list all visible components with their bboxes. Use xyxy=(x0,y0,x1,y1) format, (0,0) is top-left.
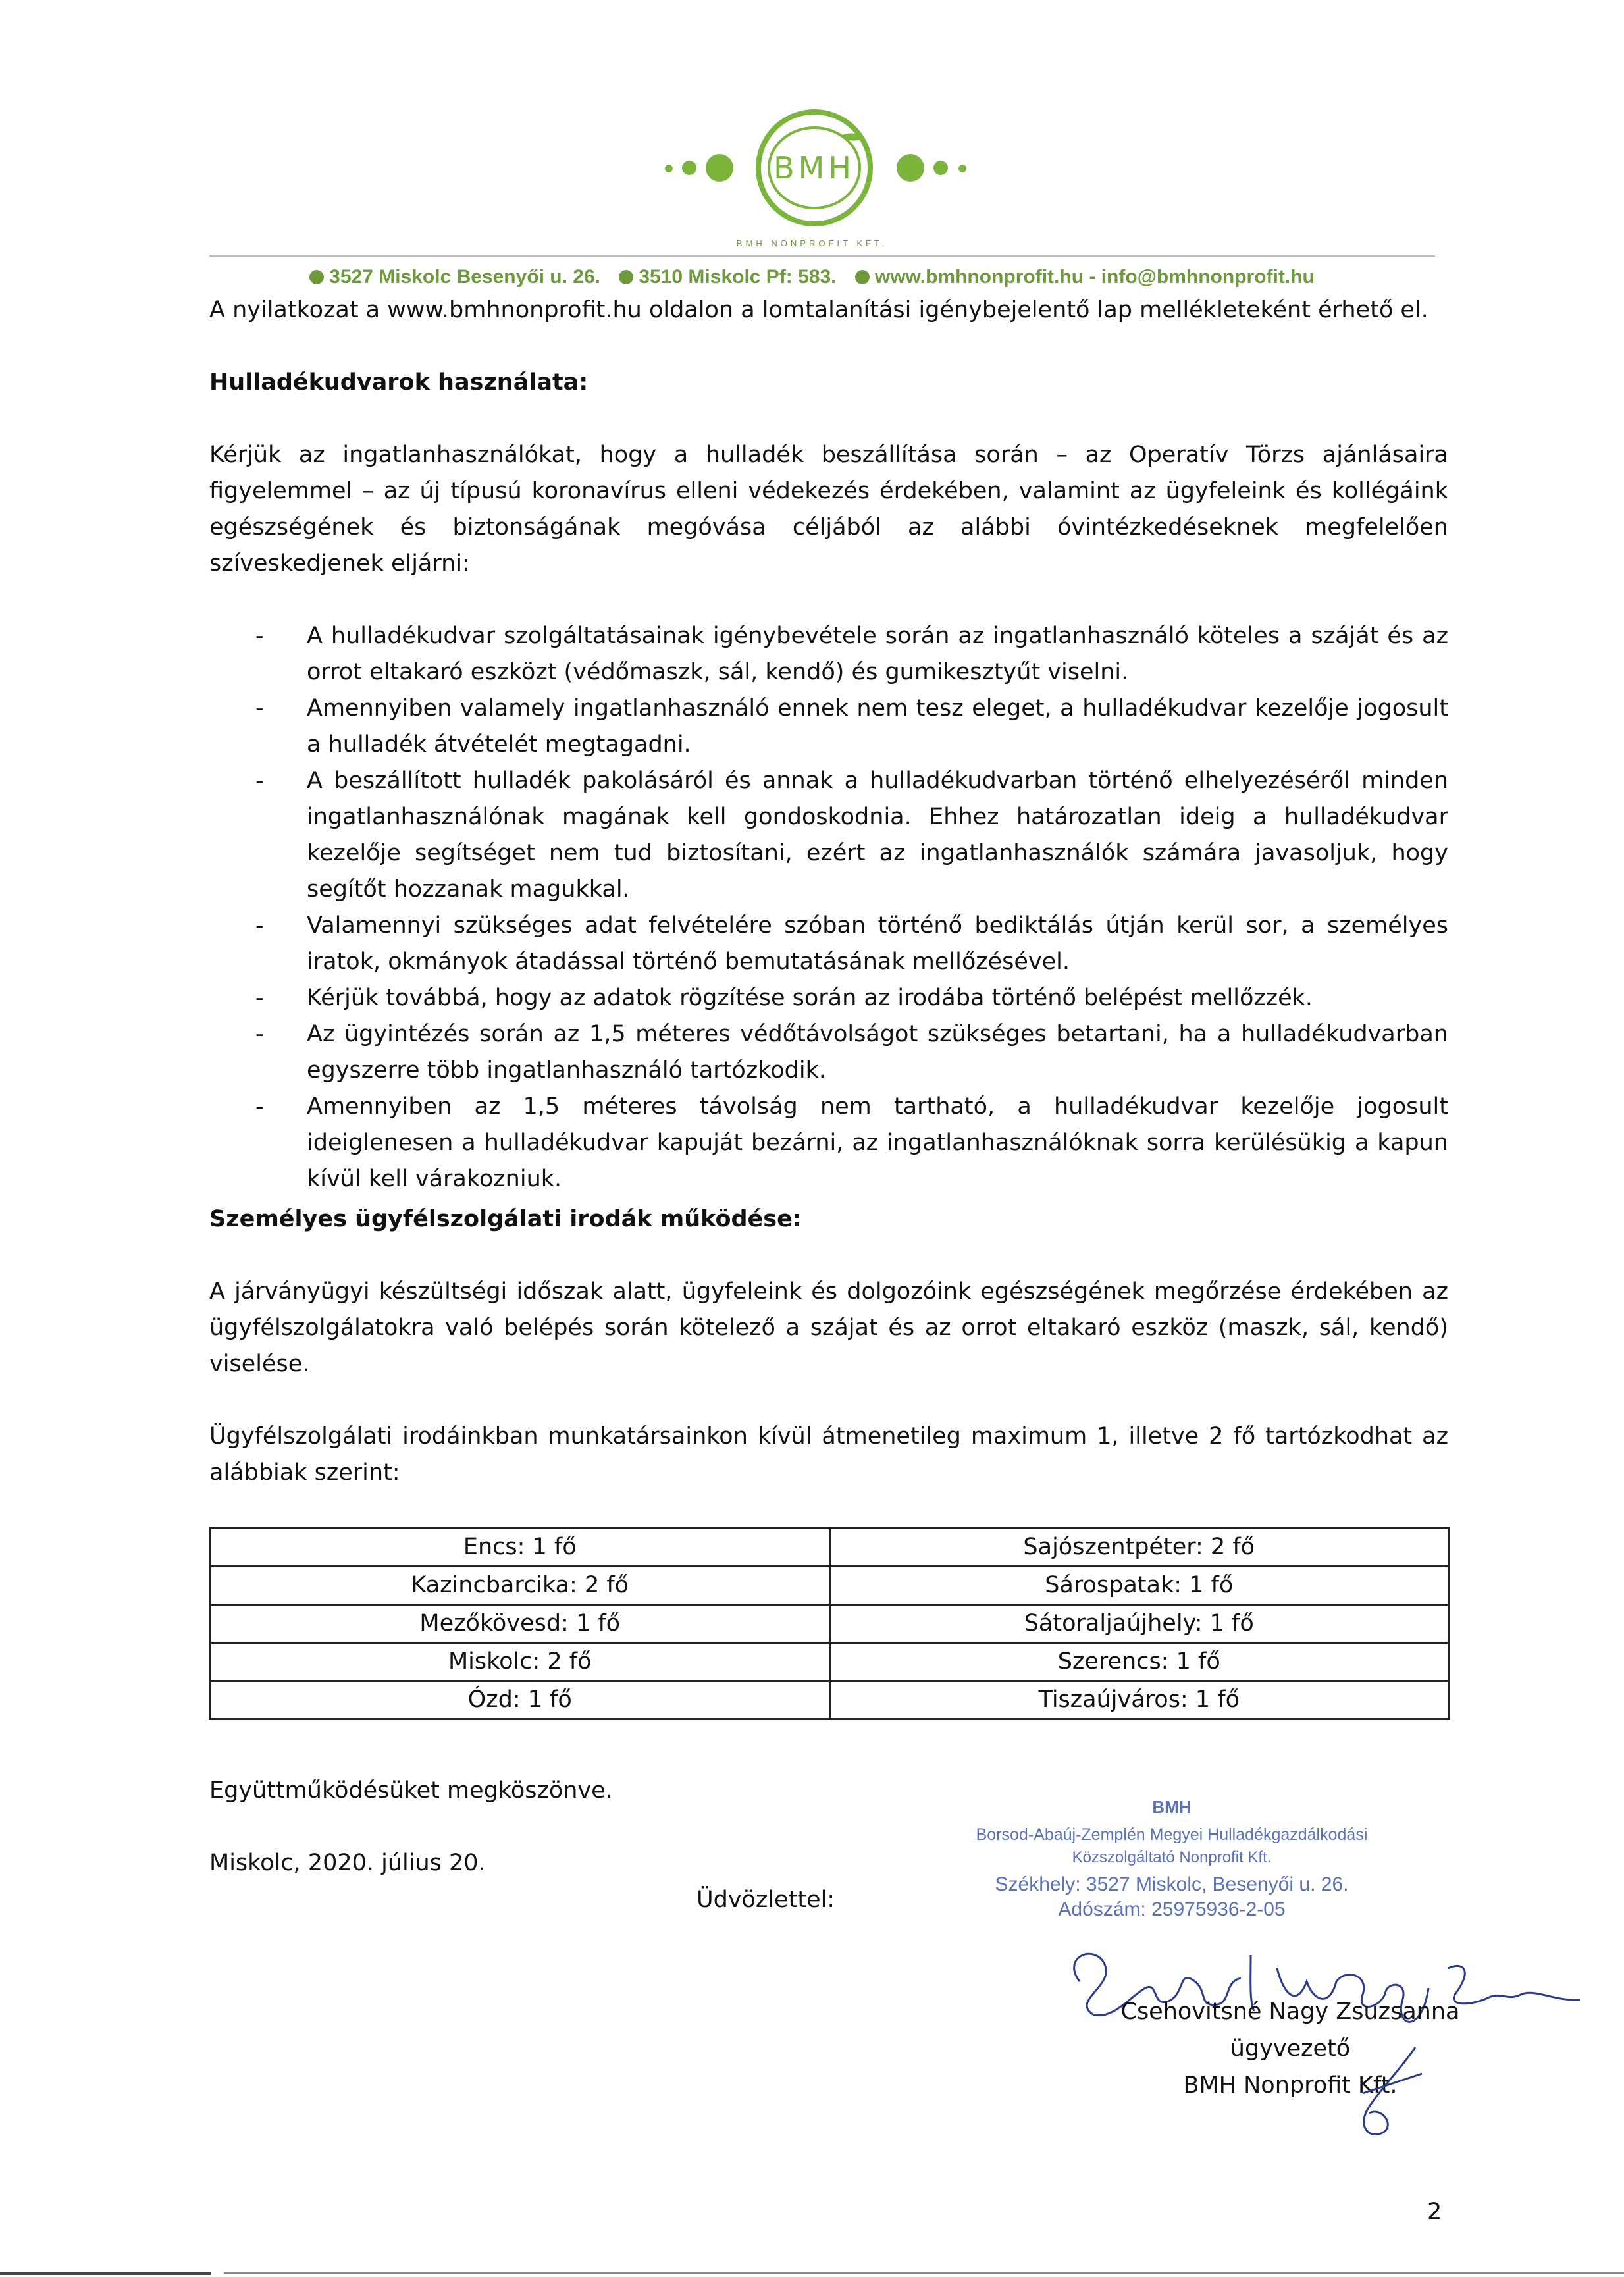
logo-subtitle: BMH NONPROFIT KFT. xyxy=(736,238,888,248)
capacity-paragraph: Ügyfélszolgálati irodáinkban munkatársainkon kívül átmenetileg maximum 1, illetve 2 fő tartózkodhat az alábbiak szerint: xyxy=(209,1423,1448,1486)
table-cell: Sátoraljaújhely: 1 fő xyxy=(829,1605,1449,1643)
globe-icon xyxy=(855,270,870,284)
header-divider xyxy=(209,255,1435,257)
intro-paragraph: A nyilatkozat a www.bmhnonprofit.hu oldalon a lomtalanítási igénybejelentő lap mellékleteként érhető el. xyxy=(209,297,1428,323)
offices-paragraph: A járványügyi készültségi időszak alatt, ügyfeleink és dolgozóink egészségének megőrzése érdekében az ügyfélszolgálatokra való belépés során kötelező a szájat és az orrot eltakaró eszköz (maszk, sál, kendő) viselése. xyxy=(209,1278,1448,1377)
heading-waste-yards: Hulladékudvarok használata: xyxy=(209,369,589,396)
precaution-list xyxy=(209,618,1448,1197)
company-logo xyxy=(0,92,1624,263)
stamp-line: Közszolgáltató Nonprofit Kft. xyxy=(1072,1848,1272,1866)
stamp-line: Székhely: 3527 Miskolc, Besenyői u. 26. xyxy=(995,1873,1349,1895)
heading-customer-offices: Személyes ügyfélszolgálati irodák működése: xyxy=(209,1206,802,1232)
contact-line xyxy=(0,266,1624,288)
logo-dot xyxy=(897,154,924,182)
stamp-line: Borsod-Abaúj-Zemplén Megyei Hulladékgazdálkodási xyxy=(976,1825,1368,1844)
closing-line: Együttműködésüket megköszönve. xyxy=(209,1777,613,1804)
signer-role: ügyvezető xyxy=(1230,2035,1351,2062)
stamp-line: Adószám: 25975936-2-05 xyxy=(1058,1898,1286,1920)
list-item: - A hulladékudvar szolgáltatásainak igénybevétele során az ingatlanhasználó köteles a száját és az orrot eltakaró eszközt (védőmaszk, sál, kendő) és gumikesztyűt viselni. xyxy=(209,618,1448,691)
list-item: - Valamennyi szükséges adat felvételére szóban történő bediktálás útján kerül sor, a személyes iratok, okmányok átadással történő bemutatásának mellőzésével. xyxy=(209,908,1448,980)
table-cell: Kazincbarcika: 2 fő xyxy=(211,1567,830,1605)
table-row xyxy=(211,1643,1449,1681)
logo-dot xyxy=(682,161,696,175)
table-cell: Sajószentpéter: 2 fő xyxy=(829,1529,1449,1567)
table-row xyxy=(211,1681,1449,1719)
contact-web-email[interactable]: www.bmhnonprofit.hu - info@bmhnonprofit.hu xyxy=(874,266,1315,288)
scan-edge xyxy=(0,2272,211,2275)
list-item: - Amennyiben az 1,5 méteres távolság nem tartható, a hulladékudvar kezelője jogosult ideiglenesen a hulladékudvar kapuját bezárni, az ingatlanhasználóknak sorra kerülésükig a kapun kívül kell várakozniuk. xyxy=(209,1089,1448,1197)
logo-dot xyxy=(665,165,673,172)
location-icon xyxy=(309,270,324,284)
signer-company: BMH Nonprofit Kft. xyxy=(1183,2072,1398,2099)
contact-pobox: 3510 Miskolc Pf: 583. xyxy=(639,266,837,288)
table-cell: Ózd: 1 fő xyxy=(211,1681,830,1719)
stamp-line: BMH xyxy=(1152,1797,1192,1817)
table-cell: Sárospatak: 1 fő xyxy=(829,1567,1449,1605)
list-item: - A beszállított hulladék pakolásáról és annak a hulladékudvarban történő elhelyezéséről minden ingatlanhasználónak magának kell gondoskodnia. Ehhez határozatlan ideig a hulladékudvar kezelője segítséget nem tud biztosítani, ezért az ingatlanhasználók számára javasoljuk, hogy segítőt hozzanak magukkal. xyxy=(209,763,1448,908)
logo-dot xyxy=(933,161,948,175)
letter-date: Miskolc, 2020. július 20. xyxy=(209,1850,486,1876)
table-cell: Szerencs: 1 fő xyxy=(829,1643,1449,1681)
table-row xyxy=(211,1529,1449,1567)
table-cell: Tiszaújváros: 1 fő xyxy=(829,1681,1449,1719)
list-item: - Amennyiben valamely ingatlanhasználó ennek nem tesz eleget, a hulladékudvar kezelője jogosult a hulladék átvételét megtagadni. xyxy=(209,691,1448,763)
page-number: 2 xyxy=(1427,2199,1442,2225)
greeting: Üdvözlettel: xyxy=(696,1887,835,1913)
list-item: - Kérjük továbbá, hogy az adatok rögzítése során az irodába történő belépést mellőzzék. xyxy=(209,980,1448,1016)
waste-yards-paragraph: Kérjük az ingatlanhasználókat, hogy a hulladék beszállítása során – az Operatív Törzs ajánlásaira figyelemmel – az új típusú koronavírus elleni védekezés érdekében, valamint az ügyfeleink és kollégáink egészségének és biztonságának megóvása céljából az alábbi óvintézkedéseknek megfelelően szíveskedjenek eljárni: xyxy=(209,442,1448,577)
list-item: - Az ügyintézés során az 1,5 méteres védőtávolságot szükséges betartani, ha a hulladékudvarban egyszerre több ingatlanhasználó tartózkodik. xyxy=(209,1016,1448,1089)
scan-edge xyxy=(224,2272,1624,2274)
mailbox-icon xyxy=(619,270,633,284)
table-cell: Encs: 1 fő xyxy=(211,1529,830,1567)
logo-dot xyxy=(958,165,966,172)
initials-mark xyxy=(1343,2041,1435,2146)
signer-name: Csehovitsné Nagy Zsuzsanna xyxy=(1120,1999,1460,2025)
logo-dot xyxy=(706,154,733,182)
table-cell: Miskolc: 2 fő xyxy=(211,1643,830,1681)
letterhead xyxy=(0,0,1624,290)
table-row xyxy=(211,1567,1449,1605)
company-stamp xyxy=(922,1797,1422,1921)
contact-address: 3527 Miskolc Besenyői u. 26. xyxy=(329,266,601,288)
logo-text: BMH xyxy=(768,126,861,209)
letter-body xyxy=(209,292,1448,1720)
table-row xyxy=(211,1605,1449,1643)
table-cell: Mezőkövesd: 1 fő xyxy=(211,1605,830,1643)
office-capacity-table xyxy=(209,1527,1450,1720)
